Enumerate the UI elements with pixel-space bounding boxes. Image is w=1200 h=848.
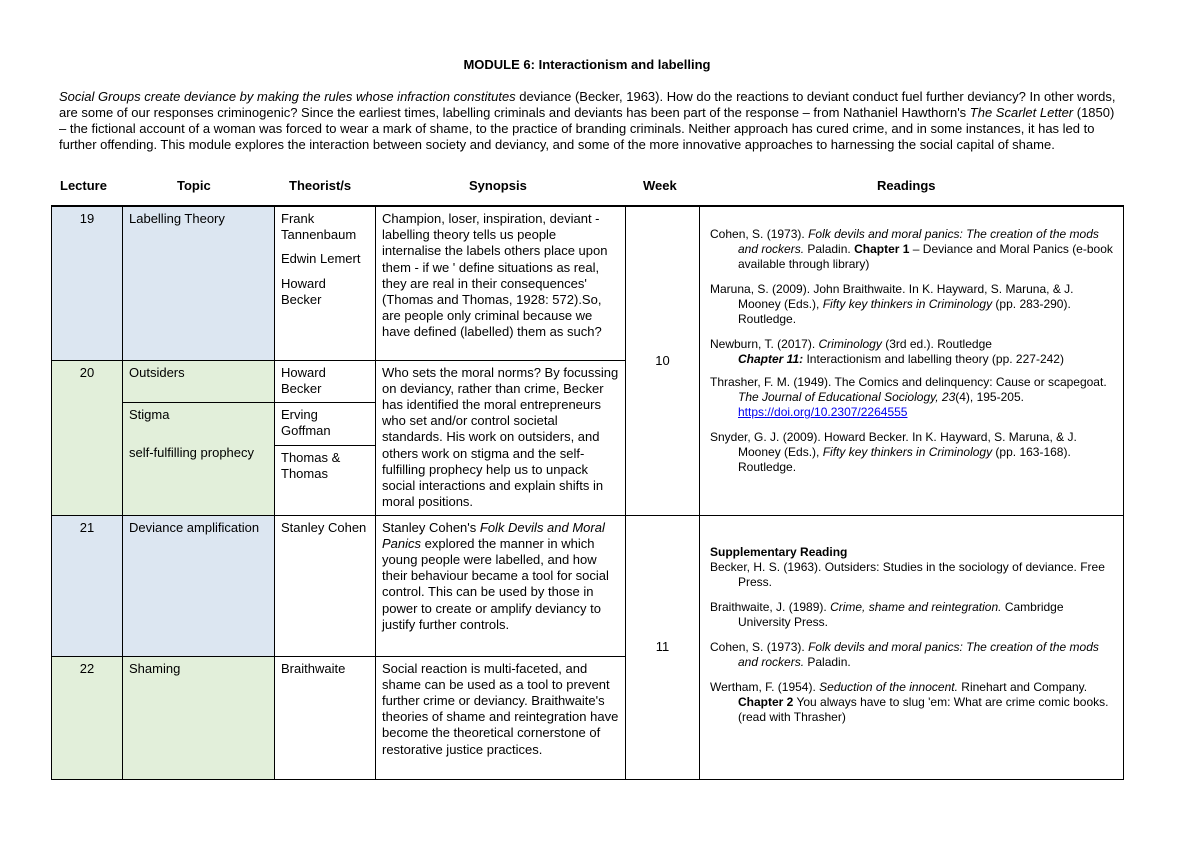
reading-becker-1963: Becker, H. S. (1963). Outsiders: Studies in the sociology of deviance. Free Press. [710,559,1105,589]
reading-maruna-2009: Maruna, S. (2009). John Braithwaite. In K. Hayward, S. Maruna, & J. Mooney (Eds.), Fifty key thinkers in Criminology (pp. 283-290). Routledge. [710,282,1074,326]
intro-quote: Social Groups create deviance by making the rules whose infraction constitutes [59,89,516,104]
week-11: 11 [626,515,700,779]
theorist-becker: Howard Becker [281,275,326,307]
header-synopsis: Synopsis [469,178,527,193]
topic-outsiders: Outsiders [123,360,275,402]
reading-braithwaite-1989: Braithwaite, J. (1989). Crime, shame and reintegration. Cambridge University Press. [710,599,1064,629]
reading-wertham-1954: Wertham, F. (1954). Seduction of the innocent. Rinehart and Company. Chapter 2 You always have to slug 'em: What are crime comic books. (read with Thrasher) [710,679,1109,724]
theorist-lemert: Edwin Lemert [281,251,361,267]
reading-newburn-2017: Newburn, T. (2017). Criminology (3rd ed.). Routledge Chapter 11: Interactionism and labelling theory (pp. 227-242) [710,337,1064,366]
module-title: MODULE 6: Interactionism and labelling [463,57,711,72]
header-readings: Readings [877,178,936,193]
module-table [51,205,1124,780]
topic-self-fulfilling-prophecy: self-fulfilling prophecy [129,444,255,460]
synopsis-22: Social reaction is multi-faceted, and shame can be used as a tool to prevent further crime or deviancy. Braithwaite's theories of shame and reintegration have become the theoretical cornerstone of restorative justice practices. [376,656,626,779]
reading-thrasher-1949: Thrasher, F. M. (1949). The Comics and delinquency: Cause or scapegoat. The Journal of Educational Sociology, 23(4), 195-205. https://doi.org/10.2307/2264555 [710,375,1107,419]
reading-snyder-2009: Snyder, G. J. (2009). Howard Becker. In K. Hayward, S. Maruna, & J. Mooney (Eds.), Fifty key thinkers in Criminology (pp. 163-168). Routledge. [710,430,1077,474]
doi-link[interactable]: https://doi.org/10.2307/2264555 [738,405,908,419]
theorist-braithwaite: Braithwaite [275,656,376,779]
theorists-stigma-prophecy [275,402,376,515]
intro-paragraph [59,89,1121,153]
lecture-20: 20 [52,360,123,515]
theorist-tannenbaum: Frank Tannenbaum [281,211,357,243]
synopsis-20: Who sets the moral norms? By focussing on deviancy, rather than crime, Becker has identified the moral entrepreneurs who set and/or control societal standards. His work on outsiders, and others work on stigma and the self-fulfilling prophecy help us to unpack social interactions and explain shifts in moral positions. [376,360,626,515]
topic-deviance-amplification: Deviance amplification [123,515,275,656]
topic-labelling-theory: Labelling Theory [123,206,275,360]
theorists-19 [275,206,376,360]
topic-shaming: Shaming [123,656,275,779]
reading-cohen-1973: Cohen, S. (1973). Folk devils and moral panics: The creation of the mods and rockers. Paladin. Chapter 1 – Deviance and Moral Panics (e-book available through library) [710,227,1113,271]
theorist-goffman: Erving Goffman [275,403,375,446]
lecture-21: 21 [52,515,123,656]
theorist-howard-becker: Howard Becker [275,360,376,402]
topic-stigma: Stigma [129,406,170,422]
lecture-22: 22 [52,656,123,779]
synopsis-21: Stanley Cohen's Folk Devils and Moral Panics explored the manner in which young people were labelled, and how their behaviour became a tool for social control. This can be used by those in power to create or amplify deviancy to justify further controls. [376,515,626,656]
topics-stigma-prophecy [123,402,275,515]
readings-week-10 [700,206,1124,515]
header-topic: Topic [177,178,211,193]
theorist-thomas-thomas: Thomas & Thomas [281,449,341,481]
header-theorists: Theorist/s [289,178,352,193]
header-lecture: Lecture [60,178,107,193]
intro-book-title: The Scarlet Letter [969,105,1074,120]
intro-text-1: deviance (Becker, 1963). How do the reactions to deviant conduct fuel further deviancy? In other words, are some of our responses criminogenic? Since the earliest times, labelling criminals and deviants has been part of the response – from Nathaniel Hawthorn's [59,89,1116,120]
synopsis-19: Champion, loser, inspiration, deviant - labelling theory tells us people internalise the labels others place upon them - if we ' define situations as real, they are real in their consequences' (Thomas and Thomas, 1928: 572).So, are people only criminal because we have defined (labelled) them as such? [376,206,626,360]
intro-text-2: (1850) – the fictional account of a woman was forced to wear a mark of shame, to the practice of branding criminals. Neither approach has cured crime, and in some instances, it has led to further offending. This module explores the interaction between society and deviancy, and some of the more innovative approaches to harnessing the social capital of shame. [59,105,1115,152]
header-week: Week [643,178,677,193]
reading-cohen-1973-supp: Cohen, S. (1973). Folk devils and moral panics: The creation of the mods and rockers. Paladin. [710,639,1099,669]
lecture-19: 19 [52,206,123,360]
theorist-stanley-cohen: Stanley Cohen [275,515,376,656]
readings-week-11 [700,515,1124,779]
week-10: 10 [626,206,700,515]
supplementary-heading: Supplementary Reading [710,544,848,559]
